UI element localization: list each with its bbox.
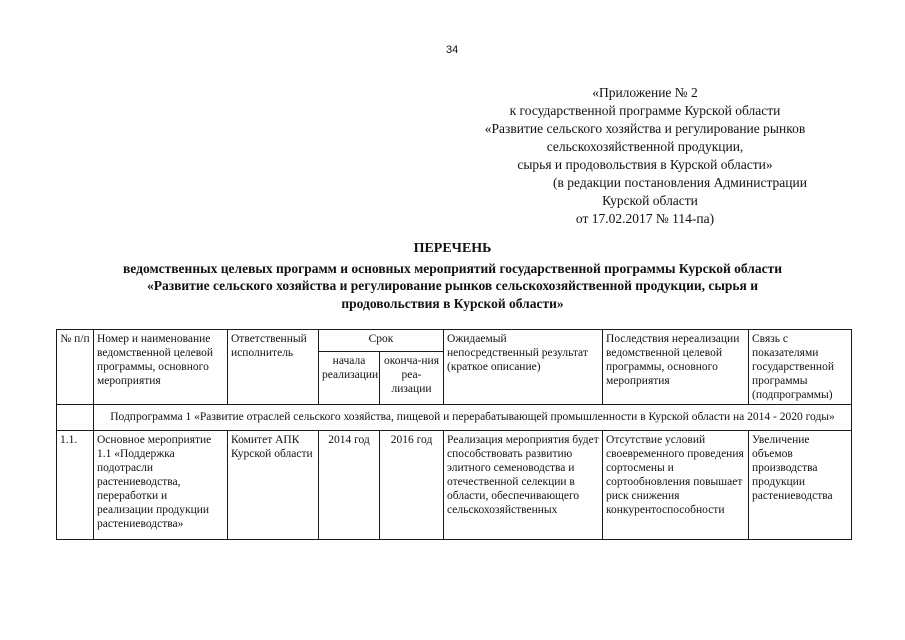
appendix-line: от 17.02.2017 № 114-па) bbox=[575, 211, 715, 226]
row-start: 2014 год bbox=[319, 431, 380, 540]
header-link: Связь с показателями государственной программы (подпрограммы) bbox=[749, 330, 852, 405]
header-name: Номер и наименование ведомственной целевой программы, основного мероприятия bbox=[94, 330, 228, 405]
appendix-line: «Приложение № 2 bbox=[592, 85, 698, 100]
appendix-line: Курской области bbox=[602, 193, 698, 208]
subprogram-num-cell bbox=[57, 405, 94, 431]
row-consequences: Отсутствие условий своевременного проведения сортосмены и сортообновления повышает риск снижения конкурентоспособности bbox=[603, 431, 749, 540]
appendix-line: (в редакции постановления Администрации bbox=[553, 175, 807, 190]
row-result: Реализация мероприятия будет способствовать развитию элитного семеноводства и отечественной селекции в области, обеспечивающего сельскохозяйственных bbox=[444, 431, 603, 540]
document-subtitle-line: ведомственных целевых программ и основных мероприятий государственной программы Курской области bbox=[123, 260, 782, 276]
header-num: № п/п bbox=[57, 330, 94, 405]
row-name: Основное мероприятие 1.1 «Поддержка подотрасли растениеводства, переработки и реализации продукции растениеводства» bbox=[94, 431, 228, 540]
header-result: Ожидаемый непосредственный результат (краткое описание) bbox=[444, 330, 603, 405]
subprogram-title: Подпрограмма 1 «Развитие отраслей сельского хозяйства, пищевой и перерабатывающей промышленности в Курской области на 2014 - 2020 годы» bbox=[94, 405, 852, 431]
document-heading bbox=[60, 240, 845, 312]
document-title: ПЕРЕЧЕНЬ bbox=[413, 241, 492, 256]
header-term: Срок bbox=[319, 330, 444, 352]
table-header-row bbox=[57, 330, 852, 352]
document-subtitle-line: «Развитие сельского хозяйства и регулирование рынков сельскохозяйственной продукции, сырья и bbox=[146, 278, 759, 293]
header-term-start: начала реализации bbox=[319, 351, 380, 404]
table-row bbox=[57, 431, 852, 540]
appendix-line: к государственной программе Курской области bbox=[509, 103, 781, 118]
page-number: 34 bbox=[446, 44, 459, 56]
header-executor: Ответственный исполнитель bbox=[228, 330, 319, 405]
appendix-line: сырья и продовольствия в Курской области» bbox=[517, 157, 773, 172]
row-end: 2016 год bbox=[380, 431, 444, 540]
row-num: 1.1. bbox=[57, 431, 94, 540]
header-consequences: Последствия нереализации ведомственной целевой программы, основного мероприятия bbox=[603, 330, 749, 405]
appendix-line: сельскохозяйственной продукции, bbox=[546, 139, 744, 154]
document-subtitle-line: продовольствия в Курской области» bbox=[341, 295, 564, 311]
row-executor: Комитет АПК Курской области bbox=[228, 431, 319, 540]
appendix-line: «Развитие сельского хозяйства и регулирование рынков bbox=[484, 121, 806, 136]
subprogram-row bbox=[57, 405, 852, 431]
header-term-end: оконча-ния реа-лизации bbox=[380, 351, 444, 404]
measures-table bbox=[56, 329, 852, 540]
appendix-block bbox=[440, 84, 850, 228]
row-link: Увеличение объемов производства продукции растениеводства bbox=[749, 431, 852, 540]
